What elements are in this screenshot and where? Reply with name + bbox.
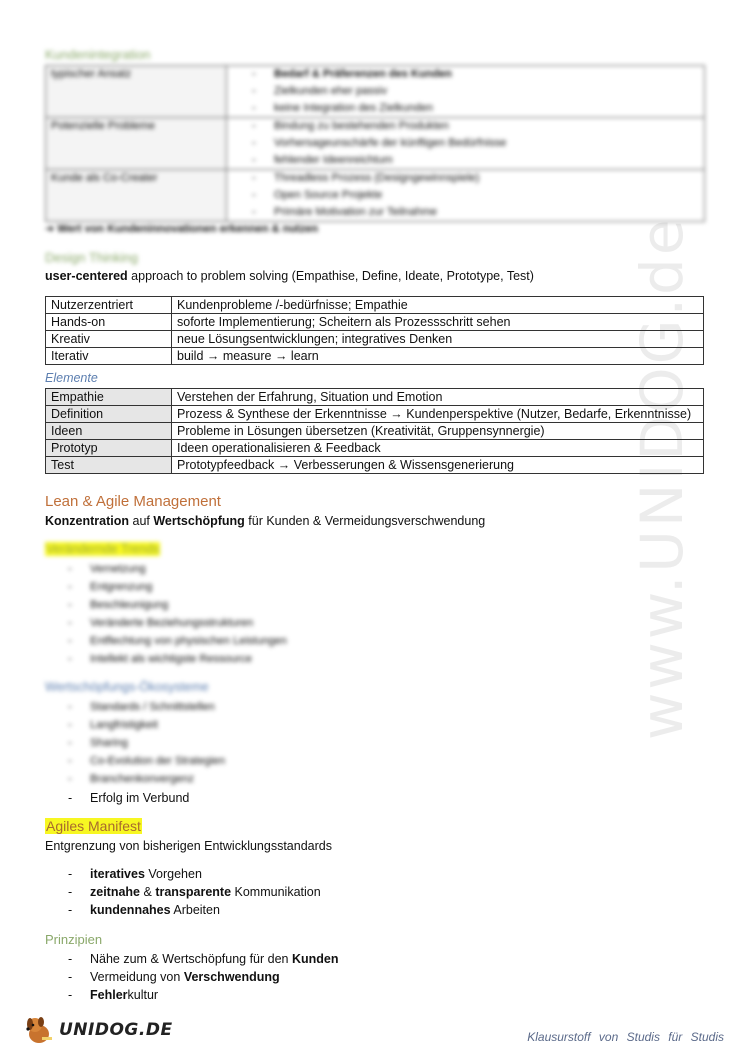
list-item: - Vernetzung	[68, 563, 146, 575]
kunden-note: ➜ Wert von Kundeninnovationen erkennen & nutzen	[45, 223, 319, 235]
table-cell: Prozess & Synthese der Erkenntnisse → Kundenperspektive (Nutzer, Bedarfe, Erkenntnisse)	[172, 406, 704, 423]
table-cell: Ideen	[46, 423, 172, 440]
dog-icon	[22, 1013, 56, 1047]
elemente-heading: Elemente	[45, 371, 98, 385]
list-item: - Entgrenzung	[68, 581, 153, 593]
row-label: Potenzielle Probleme	[46, 118, 227, 170]
table-cell: Prototyp	[46, 440, 172, 457]
row-label: Kunde als Co-Creater	[46, 170, 227, 222]
list-item: - fehlender Ideenreichtum	[252, 154, 393, 166]
kundenintegration-table	[45, 65, 705, 222]
list-item: - Bedarf & Präferenzen des Kunden	[252, 68, 452, 80]
table-row	[46, 170, 705, 222]
list-item: - Vermeidung von Verschwendung	[68, 970, 280, 984]
list-item: - Open Source Projekte	[252, 189, 383, 201]
list-item: - Bindung zu bestehenden Produkten	[252, 120, 449, 132]
list-item: - keine Integration des Zielkunden	[252, 102, 433, 114]
table-cell: Kreativ	[46, 331, 172, 348]
unidog-logo	[22, 1012, 173, 1048]
table-row	[46, 297, 704, 314]
wertschoepfung-heading: Wertschöpfungs-Ökosysteme	[45, 680, 209, 694]
lean-agile-heading: Lean & Agile Management	[45, 493, 221, 510]
list-item: - Nähe zum & Wertschöpfung für den Kunden	[68, 952, 339, 966]
table-row	[46, 66, 705, 118]
table-cell: Prototypfeedback → Verbesserungen & Wissensgenerierung	[172, 457, 704, 474]
list-item: - Zielkunden eher passiv	[252, 85, 388, 97]
trends-heading: Verändernde Trends	[46, 542, 160, 556]
row-label: typischer Ansatz	[46, 66, 227, 118]
row-items	[232, 66, 699, 117]
watermark: www.UNIDOG.de	[628, 216, 696, 740]
wertschoepfung-list-visible	[68, 789, 189, 807]
prinzipien-list	[68, 950, 339, 1004]
table-row	[46, 118, 705, 170]
kundenintegration-heading: Kundenintegration	[45, 47, 151, 62]
table-cell: Hands-on	[46, 314, 172, 331]
table-cell: Empathie	[46, 389, 172, 406]
design-thinking-heading: Design Thinking	[45, 250, 138, 265]
design-thinking-table	[45, 296, 704, 365]
table-cell: Test	[46, 457, 172, 474]
agiles-intro: Entgrenzung von bisherigen Entwicklungsstandards	[45, 839, 332, 853]
wertschoepfung-list	[68, 698, 225, 788]
lean-intro: Konzentration auf Wertschöpfung für Kunden & Vermeidungsverschwendung	[45, 514, 486, 528]
row-items	[232, 170, 699, 221]
trends-list	[68, 560, 287, 668]
table-row	[46, 457, 704, 474]
prinzipien-heading: Prinzipien	[45, 932, 103, 947]
footer-tagline: Klausurstoff von Studis für Studis	[527, 1030, 724, 1044]
table-row	[46, 389, 704, 406]
table-row	[46, 423, 704, 440]
list-item: - Primäre Motivation zur Teilnahme	[252, 206, 438, 218]
list-item: - Entflechtung von physischen Leistungen	[68, 635, 287, 647]
table-cell: Definition	[46, 406, 172, 423]
list-item: - kundennahes Arbeiten	[68, 903, 220, 917]
list-item: - Langfristigkeit	[68, 719, 158, 731]
list-item: - Beschleunigung	[68, 599, 169, 611]
table-cell: build → measure → learn	[172, 348, 704, 365]
list-item: - Fehlerkultur	[68, 988, 159, 1002]
table-cell: Kundenprobleme /-bedürfnisse; Empathie	[172, 297, 704, 314]
table-row	[46, 331, 704, 348]
table-row	[46, 348, 704, 365]
arrow-right-icon: ➜	[45, 223, 58, 235]
table-cell: soforte Implementierung; Scheitern als Prozessschritt sehen	[172, 314, 704, 331]
table-cell: Probleme in Lösungen übersetzen (Kreativität, Gruppensynnergie)	[172, 423, 704, 440]
table-row	[46, 314, 704, 331]
list-item: - zeitnahe & transparente Kommunikation	[68, 885, 321, 899]
list-item: - Vorhersageunschärfe der künftigen Bedürfnisse	[252, 137, 507, 149]
list-item: - Intellekt als wichtigste Ressource	[68, 653, 253, 665]
row-items	[232, 118, 699, 169]
list-item: - Veränderte Beziehungsstrukturen	[68, 617, 254, 629]
list-item: - Standards / Schnittstellen	[68, 701, 215, 713]
table-row	[46, 440, 704, 457]
list-item: - Sharing	[68, 737, 128, 749]
table-cell: neue Lösungsentwicklungen; integratives Denken	[172, 331, 704, 348]
logo-text: UNIDOG.DE	[59, 1020, 173, 1040]
table-row	[46, 406, 704, 423]
list-item: - Co-Evolution der Strategien	[68, 755, 226, 767]
agiles-manifest-heading: Agiles Manifest	[46, 818, 141, 834]
list-item: - Threadless Prozess (Designgewinnspiele)	[252, 172, 480, 184]
table-cell: Ideen operationalisieren & Feedback	[172, 440, 704, 457]
list-item: - Branchenkonvergenz	[68, 773, 194, 785]
agiles-list	[68, 865, 321, 919]
list-item: - Erfolg im Verbund	[68, 791, 190, 805]
elemente-table	[45, 388, 704, 474]
list-item: - iteratives Vorgehen	[68, 867, 202, 881]
table-cell: Iterativ	[46, 348, 172, 365]
design-thinking-intro: user-centered approach to problem solving (Empathise, Define, Ideate, Prototype, Test)	[45, 269, 534, 283]
table-cell: Verstehen der Erfahrung, Situation und Emotion	[172, 389, 704, 406]
table-cell: Nutzerzentriert	[46, 297, 172, 314]
